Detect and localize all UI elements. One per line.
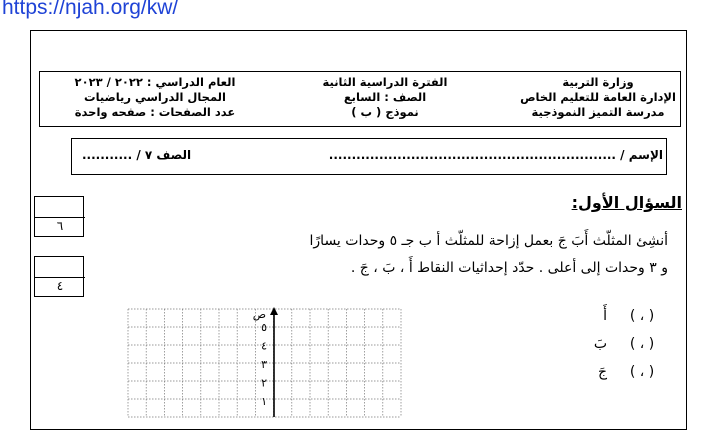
score-value-2: ٤ — [56, 279, 64, 293]
department-name: الإدارة العامة للتعليم الخاص — [520, 90, 676, 104]
answer-parens-a[interactable]: ( ، ) — [629, 308, 655, 324]
answer-label-b: بَ — [593, 336, 607, 352]
grade-label: الصف : السابع — [343, 90, 427, 104]
page-count: عدد الصفحات : صفحه واحدة — [74, 105, 236, 119]
score-divider-2 — [35, 277, 85, 278]
student-class-field[interactable]: الصف ٧ / ........... — [82, 148, 192, 162]
y-axis-label: ص — [252, 308, 266, 321]
academic-year: العام الدراسي : ٢٠٢٢ / ٢٠٢٣ — [74, 75, 236, 89]
y-tick-label: ٥ — [261, 321, 267, 334]
question-title: السؤال الأول: — [571, 193, 682, 212]
score-box-2 — [34, 256, 84, 297]
answer-label-a: أَ — [603, 308, 607, 324]
coordinate-grid[interactable] — [128, 307, 404, 417]
answer-label-c: جَ — [597, 364, 607, 380]
y-axis-arrow-icon — [270, 307, 278, 315]
answer-row-b[interactable] — [581, 336, 677, 352]
score-divider-1 — [35, 217, 85, 218]
ministry-name: وزارة التربية — [562, 75, 634, 89]
y-tick-labels — [261, 321, 267, 408]
y-tick-label: ٤ — [261, 339, 267, 353]
answer-row-c[interactable] — [581, 364, 677, 380]
term-label: الفترة الدراسية الثانية — [322, 75, 448, 89]
score-value-1: ٦ — [56, 219, 64, 233]
y-tick-label: ٢ — [261, 376, 267, 390]
y-tick-label: ٣ — [261, 358, 267, 371]
page-url[interactable]: https://njah.org/kw/ — [2, 0, 179, 19]
score-box-1 — [34, 196, 84, 237]
school-name: مدرسة التميز النموذجية — [531, 105, 665, 119]
form-label: نموذج ( ب ) — [351, 105, 419, 119]
answer-parens-b[interactable]: ( ، ) — [629, 336, 655, 352]
subject-label: المجال الدراسي رياضيات — [84, 90, 226, 104]
question-line-2: و ٣ وحدات إلى أعلى . حدّد إحداثيات النقاط أَ ، بَ ، جَ . — [350, 260, 668, 276]
answer-parens-c[interactable]: ( ، ) — [629, 364, 655, 380]
student-name-field[interactable]: الإسم / ............................................................... — [328, 148, 663, 162]
question-line-1: أنشِئ المثلّث أَبَ جَ بعمل إزاحة للمثلّث أ ب جـ ٥ وحدات يسارًا — [309, 233, 668, 249]
answer-row-a[interactable] — [581, 308, 677, 324]
y-tick-label: ١ — [261, 395, 267, 408]
